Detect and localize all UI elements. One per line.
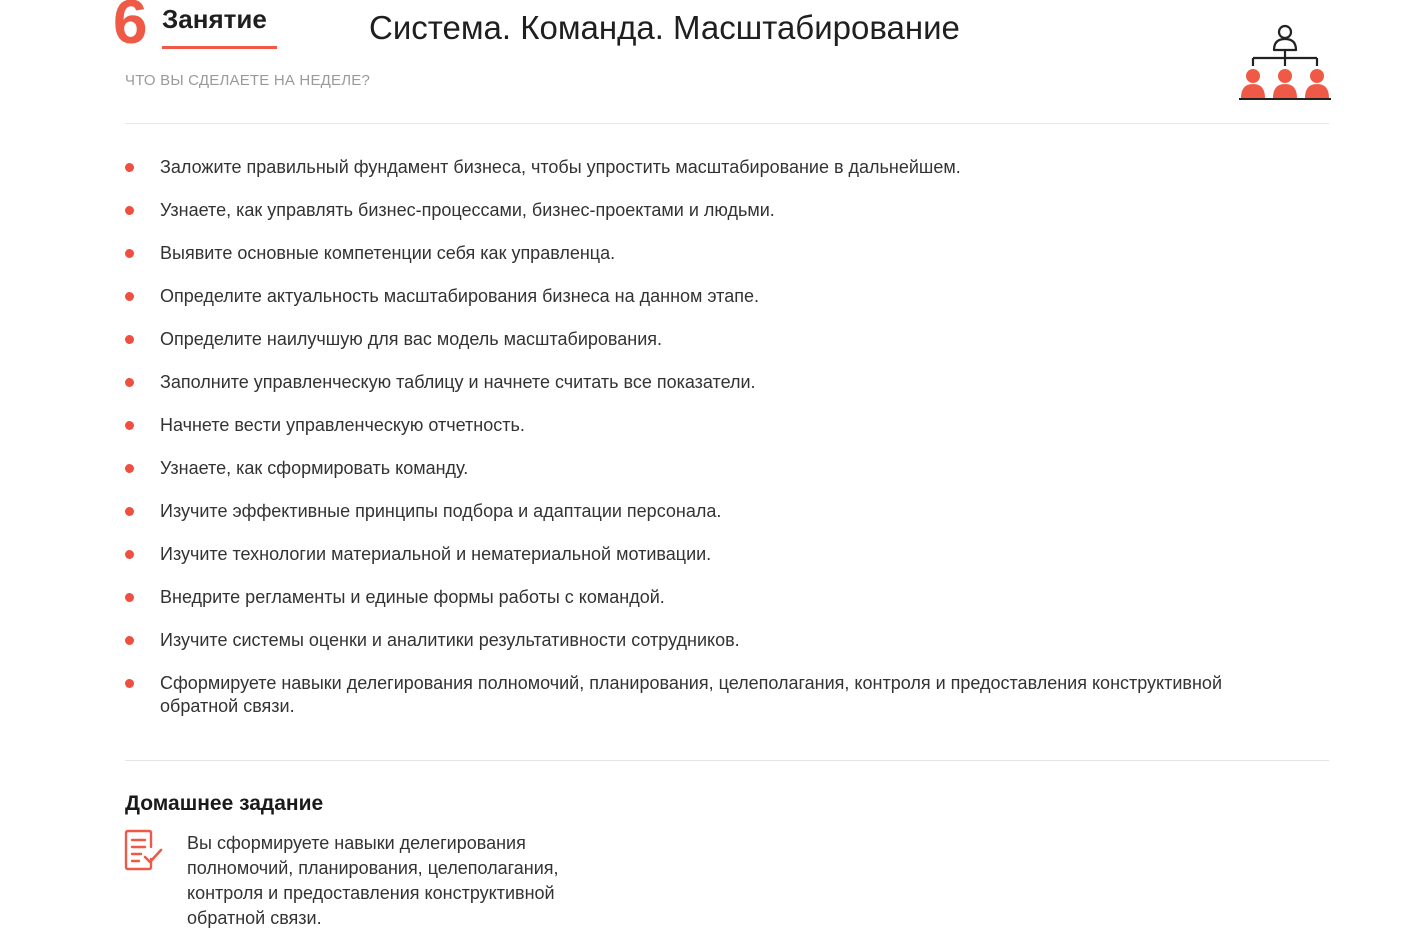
goal-text: Изучите эффективные принципы подбора и адаптации персонала. xyxy=(160,501,722,521)
goal-text: Выявите основные компетенции себя как управленца. xyxy=(160,243,616,263)
bullet-dot xyxy=(125,464,134,473)
goal-item xyxy=(125,672,1235,718)
goal-item xyxy=(125,328,1235,351)
bullet-dot xyxy=(125,378,134,387)
bullet-dot xyxy=(125,421,134,430)
goal-item xyxy=(125,543,1235,566)
checklist-icon xyxy=(124,829,164,871)
goal-item xyxy=(125,629,1235,652)
goal-item xyxy=(125,285,1235,308)
team-hierarchy-icon xyxy=(1237,22,1333,102)
goal-item xyxy=(125,586,1235,609)
goal-text: Начнете вести управленческую отчетность. xyxy=(160,415,525,435)
bullet-dot xyxy=(125,292,134,301)
homework-text: Вы сформируете навыки делегирования полномочий, планирования, целеполагания, контроля и предоставления конструктивной обратной связи. xyxy=(187,833,559,928)
goal-text: Сформируете навыки делегирования полномочий, планирования, целеполагания, контроля и предоставления конструктивной обратной связи. xyxy=(160,673,1222,716)
bullet-dot xyxy=(125,593,134,602)
goal-text: Узнаете, как управлять бизнес-процессами, бизнес-проектами и людьми. xyxy=(160,200,775,220)
bullet-dot xyxy=(125,507,134,516)
goal-item xyxy=(125,242,1235,265)
goal-item xyxy=(125,457,1235,480)
header-divider xyxy=(125,123,1329,124)
lesson-number: 6 xyxy=(113,0,148,57)
goal-item xyxy=(125,199,1235,222)
goal-item xyxy=(125,414,1235,437)
lesson-label: Занятие xyxy=(162,4,267,34)
page-title: Система. Команда. Масштабирование xyxy=(369,9,960,46)
bullet-dot xyxy=(125,636,134,645)
bullet-dot xyxy=(125,206,134,215)
section-subtitle: ЧТО ВЫ СДЕЛАЕТЕ НА НЕДЕЛЕ? xyxy=(125,72,371,89)
goal-text: Заполните управленческую таблицу и начнете считать все показатели. xyxy=(160,372,756,392)
goal-text: Определите актуальность масштабирования бизнеса на данном этапе. xyxy=(160,286,759,306)
goal-text: Определите наилучшую для вас модель масштабирования. xyxy=(160,329,663,349)
bullet-dot xyxy=(125,335,134,344)
goal-item xyxy=(125,371,1235,394)
goal-item xyxy=(125,156,1235,179)
bullet-dot xyxy=(125,550,134,559)
bullet-dot xyxy=(125,249,134,258)
bullet-dot xyxy=(125,163,134,172)
lesson-underline xyxy=(162,46,277,49)
goal-item xyxy=(125,500,1235,523)
bullet-dot xyxy=(125,679,134,688)
goal-text: Узнаете, как сформировать команду. xyxy=(160,458,469,478)
homework-title: Домашнее задание xyxy=(125,792,324,815)
goal-text: Изучите технологии материальной и нематериальной мотивации. xyxy=(160,544,712,564)
weekly-goals-list xyxy=(125,156,1235,738)
section-divider xyxy=(125,760,1329,761)
goal-text: Заложите правильный фундамент бизнеса, чтобы упростить масштабирование в дальнейшем. xyxy=(160,157,961,177)
goal-text: Изучите системы оценки и аналитики результативности сотрудников. xyxy=(160,630,740,650)
goal-text: Внедрите регламенты и единые формы работы с командой. xyxy=(160,587,665,607)
